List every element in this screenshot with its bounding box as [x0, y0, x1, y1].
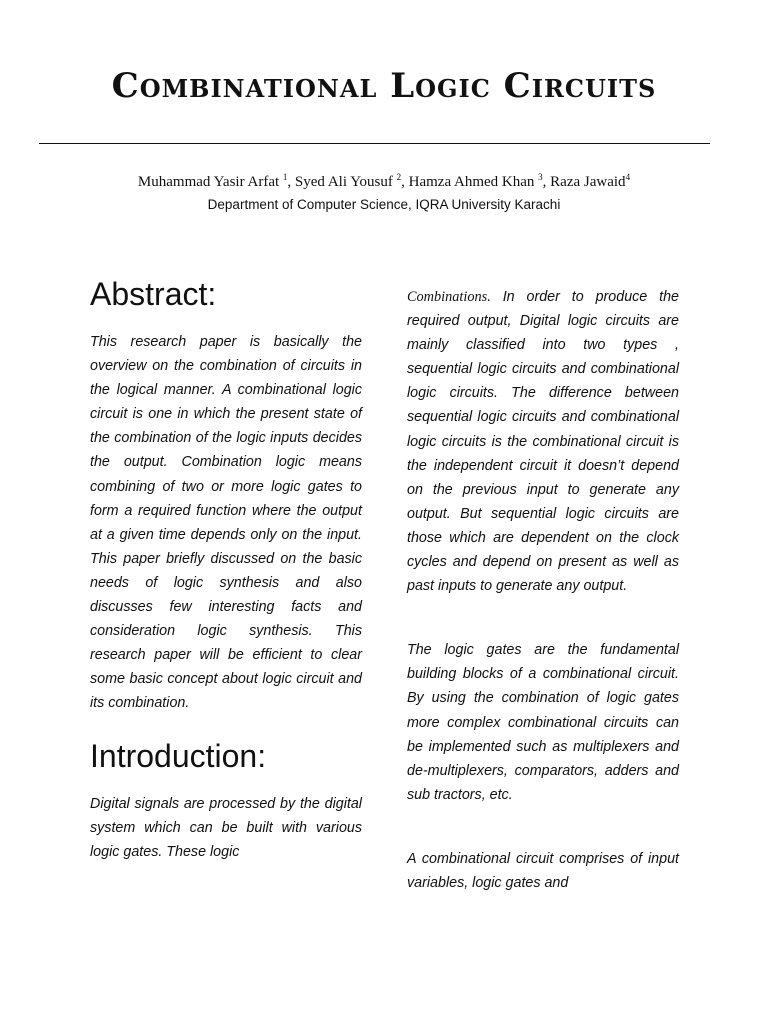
- introduction-text: Digital signals are processed by the digital system which can be built with various logic gates. These logic: [90, 795, 362, 860]
- introduction-heading: Introduction:: [90, 737, 267, 774]
- paragraph-text: In order to produce the required output, Digital logic circuits are mainly classified into two types , sequential logic circuits and combinational logic circuits. The difference between sequential logic circuits and combinational logic circuits is the combinational circuit is the independent circuit it doesn’t depend on the previous input to generate any output. But sequential logic circuits are those which are dependent on the clock cycles and depend on present as well as past inputs to generate any output.: [407, 289, 679, 595]
- paper-title: Combinational Logic Circuits: [111, 66, 657, 106]
- abstract-heading: Abstract:: [90, 276, 217, 312]
- author-name: , Raza Jawaid: [542, 174, 626, 190]
- body-paragraph-3: A combinational circuit comprises of input variables, logic gates and: [407, 850, 679, 891]
- title-divider: [39, 143, 710, 144]
- abstract-text: This research paper is basically the overview on the combination of circuits in the logical manner. A combinational logic circuit is one in which the present state of the combination of the logic inputs decides the output. Combination logic means combining of two or more logic gates to form a required function where the output at a given time depends only on the input. This paper briefly discussed on the basic needs of logic synthesis and also discusses few interesting facts and consideration logic synthesis. This research paper will be efficient to clear some basic concept about logic circuit and its combination.: [90, 334, 362, 712]
- author-name: , Hamza Ahmed Khan: [401, 174, 539, 190]
- body-paragraph-2: The logic gates are the fundamental building blocks of a combinational circuit. By using the combination of logic gates more complex combinational circuits can be implemented such as multiplexers and de-multiplexers, comparators, adders and sub tractors, etc.: [407, 642, 679, 803]
- author-list: [40, 174, 728, 191]
- author-name: Muhammad Yasir Arfat: [137, 174, 283, 190]
- left-column: [90, 270, 362, 864]
- author-affiliation: 3: [538, 172, 543, 182]
- author-affiliation: 4: [625, 172, 631, 182]
- author-affiliation: 2: [396, 172, 402, 182]
- author-affiliation: 1: [282, 172, 288, 182]
- right-column: [407, 285, 679, 895]
- body-paragraph-1: [407, 285, 679, 598]
- department-affiliation: Department of Computer Science, IQRA University Karachi: [207, 197, 561, 212]
- paragraph-lead: Combinations.: [407, 289, 491, 305]
- author-name: , Syed Ali Yousuf: [287, 174, 397, 190]
